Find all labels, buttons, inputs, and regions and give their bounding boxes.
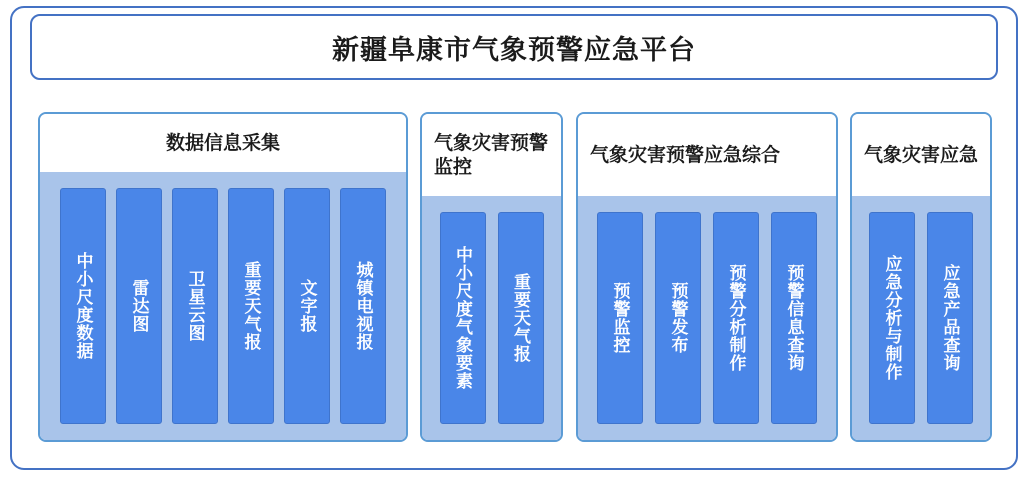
module-tile[interactable]: 应急产品查询 <box>927 212 973 424</box>
module-tile[interactable]: 中小尺度气象要素 <box>440 212 486 424</box>
column-header <box>578 114 836 196</box>
module-tile[interactable]: 预警分析制作 <box>713 212 759 424</box>
module-tile[interactable]: 雷达图 <box>116 188 162 424</box>
page-title: 新疆阜康市气象预警应急平台 <box>332 34 696 65</box>
column-header <box>40 114 406 172</box>
module-column-disaster-emergency <box>850 112 992 442</box>
column-header <box>422 114 561 196</box>
module-column-warning-monitor <box>420 112 563 442</box>
column-items <box>40 172 406 440</box>
module-tile[interactable]: 预警监控 <box>597 212 643 424</box>
module-tile[interactable]: 文字报 <box>284 188 330 424</box>
module-columns <box>38 112 992 442</box>
module-tile[interactable]: 重要天气报 <box>498 212 544 424</box>
module-tile[interactable]: 应急分析与制作 <box>869 212 915 424</box>
module-tile[interactable]: 预警发布 <box>655 212 701 424</box>
column-items <box>578 196 836 440</box>
column-header-label: 气象灾害应急 <box>864 145 979 167</box>
column-items <box>422 196 561 440</box>
module-tile[interactable]: 城镇电视报 <box>340 188 386 424</box>
module-column-data-collection <box>38 112 408 442</box>
module-tile[interactable]: 预警信息查询 <box>771 212 817 424</box>
column-header <box>852 114 990 196</box>
module-tile[interactable]: 重要天气报 <box>228 188 274 424</box>
platform-title-bar <box>30 14 998 80</box>
module-column-warning-emergency-comprehensive <box>576 112 838 442</box>
column-header-label: 气象灾害预警监控 <box>434 133 549 178</box>
column-header-label: 数据信息采集 <box>165 133 280 155</box>
module-tile[interactable]: 中小尺度数据 <box>60 188 106 424</box>
column-header-label: 气象灾害预警应急综合 <box>590 145 781 167</box>
column-items <box>852 196 990 440</box>
module-tile[interactable]: 卫星云图 <box>172 188 218 424</box>
